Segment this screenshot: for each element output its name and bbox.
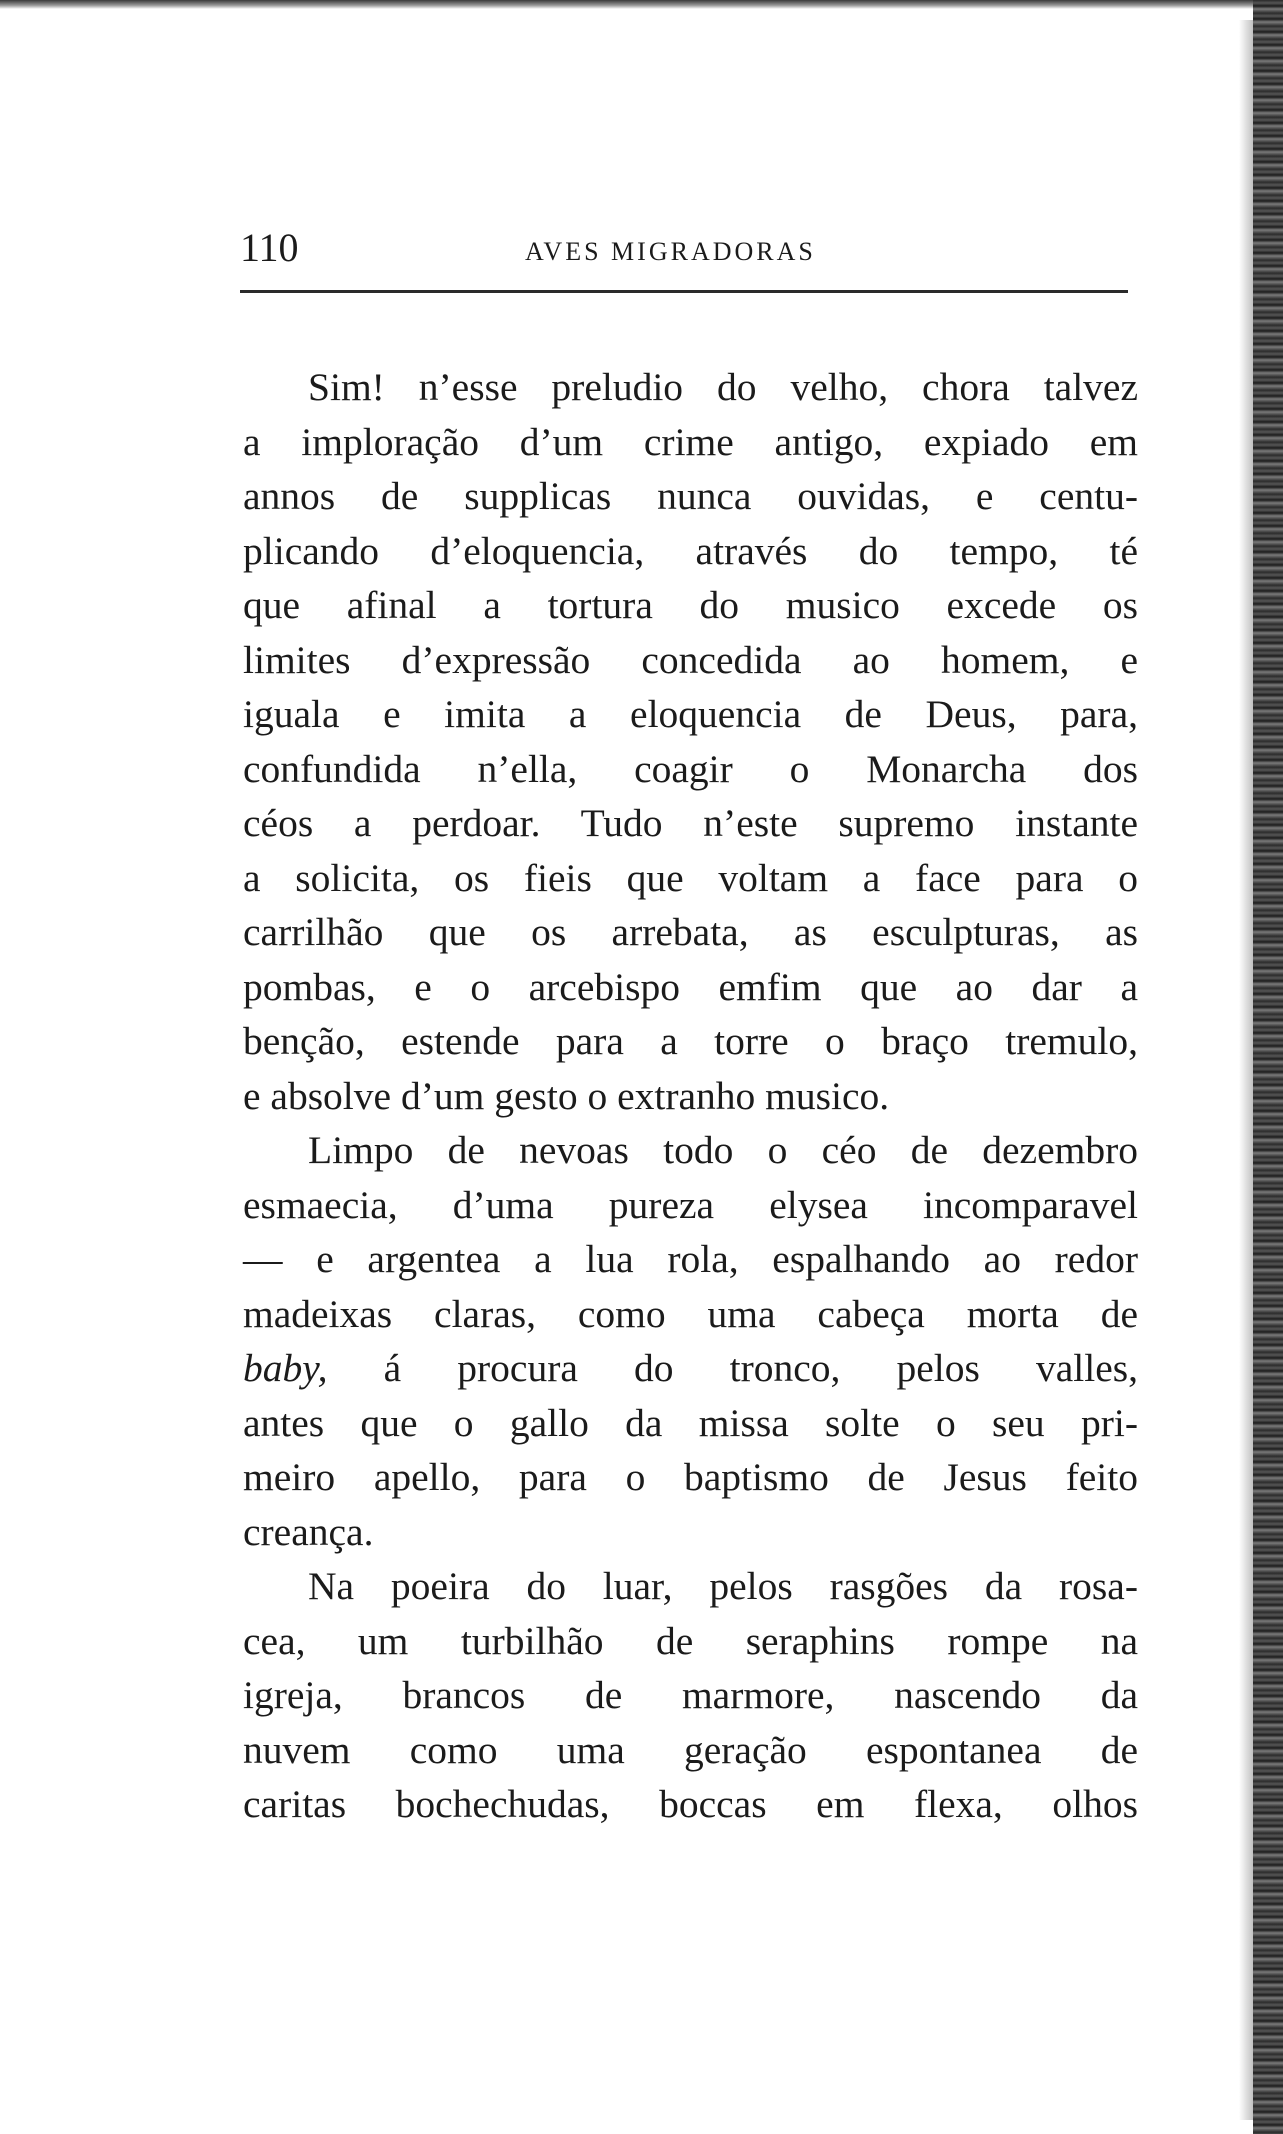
text-line: creança. bbox=[243, 1509, 374, 1554]
text-line: meiro apello, para o baptismo de Jesus feito bbox=[243, 1455, 1138, 1499]
text-line: pombas, e o arcebispo emfim que ao dar a bbox=[243, 964, 1138, 1009]
text-line: Sim! n’esse preludio do velho, chora talvez bbox=[308, 365, 1138, 409]
text-line: iguala e imita a eloquencia de Deus, para, bbox=[243, 692, 1138, 736]
page-number: 110 bbox=[240, 225, 299, 270]
running-head: AVES MIGRADORAS bbox=[525, 237, 816, 266]
text-line: a imploração d’um crime antigo, expiado em bbox=[243, 419, 1138, 464]
text-line: limites d’expressão concedida ao homem, e bbox=[243, 637, 1138, 682]
text-line: madeixas claras, como uma cabeça morta de bbox=[243, 1291, 1138, 1336]
text-line: nuvem como uma geração espontanea de bbox=[243, 1727, 1138, 1772]
text-line: e absolve d’um gesto o extranho musico. bbox=[243, 1073, 890, 1118]
text-line-rest: á procura do tronco, pelos valles, bbox=[383, 1346, 1139, 1390]
text-line: confundida n’ella, coagir o Monarcha dos bbox=[243, 746, 1138, 791]
text-line: Na poeira do luar, pelos rasgões da rosa- bbox=[308, 1564, 1138, 1608]
page-binding-edge bbox=[1253, 0, 1283, 2134]
text-line: que afinal a tortura do musico excede os bbox=[243, 583, 1138, 627]
text-line: igreja, brancos de marmore, nascendo da bbox=[243, 1673, 1138, 1717]
italic-word: baby, bbox=[243, 1346, 328, 1390]
text-line: benção, estende para a torre o braço tremulo, bbox=[243, 1019, 1138, 1063]
text-line bbox=[243, 1341, 1138, 1396]
text-line: — e argentea a lua rola, espalhando ao redor bbox=[243, 1237, 1138, 1281]
text-line: carrilhão que os arrebata, as esculpturas, as bbox=[243, 910, 1138, 954]
text-line: Limpo de nevoas todo o céo de dezembro bbox=[308, 1128, 1138, 1172]
text-line: céos a perdoar. Tudo n’este supremo instante bbox=[243, 801, 1138, 845]
text-line: antes que o gallo da missa solte o seu pri- bbox=[243, 1400, 1138, 1445]
header-rule bbox=[240, 290, 1128, 293]
text-line: plicando d’eloquencia, através do tempo, té bbox=[243, 528, 1138, 573]
text-line: caritas bochechudas, boccas em flexa, olhos bbox=[243, 1782, 1138, 1826]
binding-shadow bbox=[1239, 20, 1253, 2120]
page-header bbox=[240, 225, 1130, 270]
body-text bbox=[243, 360, 1138, 1832]
text-line: annos de supplicas nunca ouvidas, e centu- bbox=[243, 474, 1138, 518]
text-line: cea, um turbilhão de seraphins rompe na bbox=[243, 1618, 1138, 1663]
text-line: esmaecia, d’uma pureza elysea incomparavel bbox=[243, 1182, 1138, 1227]
page-top-edge bbox=[0, 0, 1283, 9]
text-line: a solicita, os fieis que voltam a face para o bbox=[243, 855, 1138, 900]
